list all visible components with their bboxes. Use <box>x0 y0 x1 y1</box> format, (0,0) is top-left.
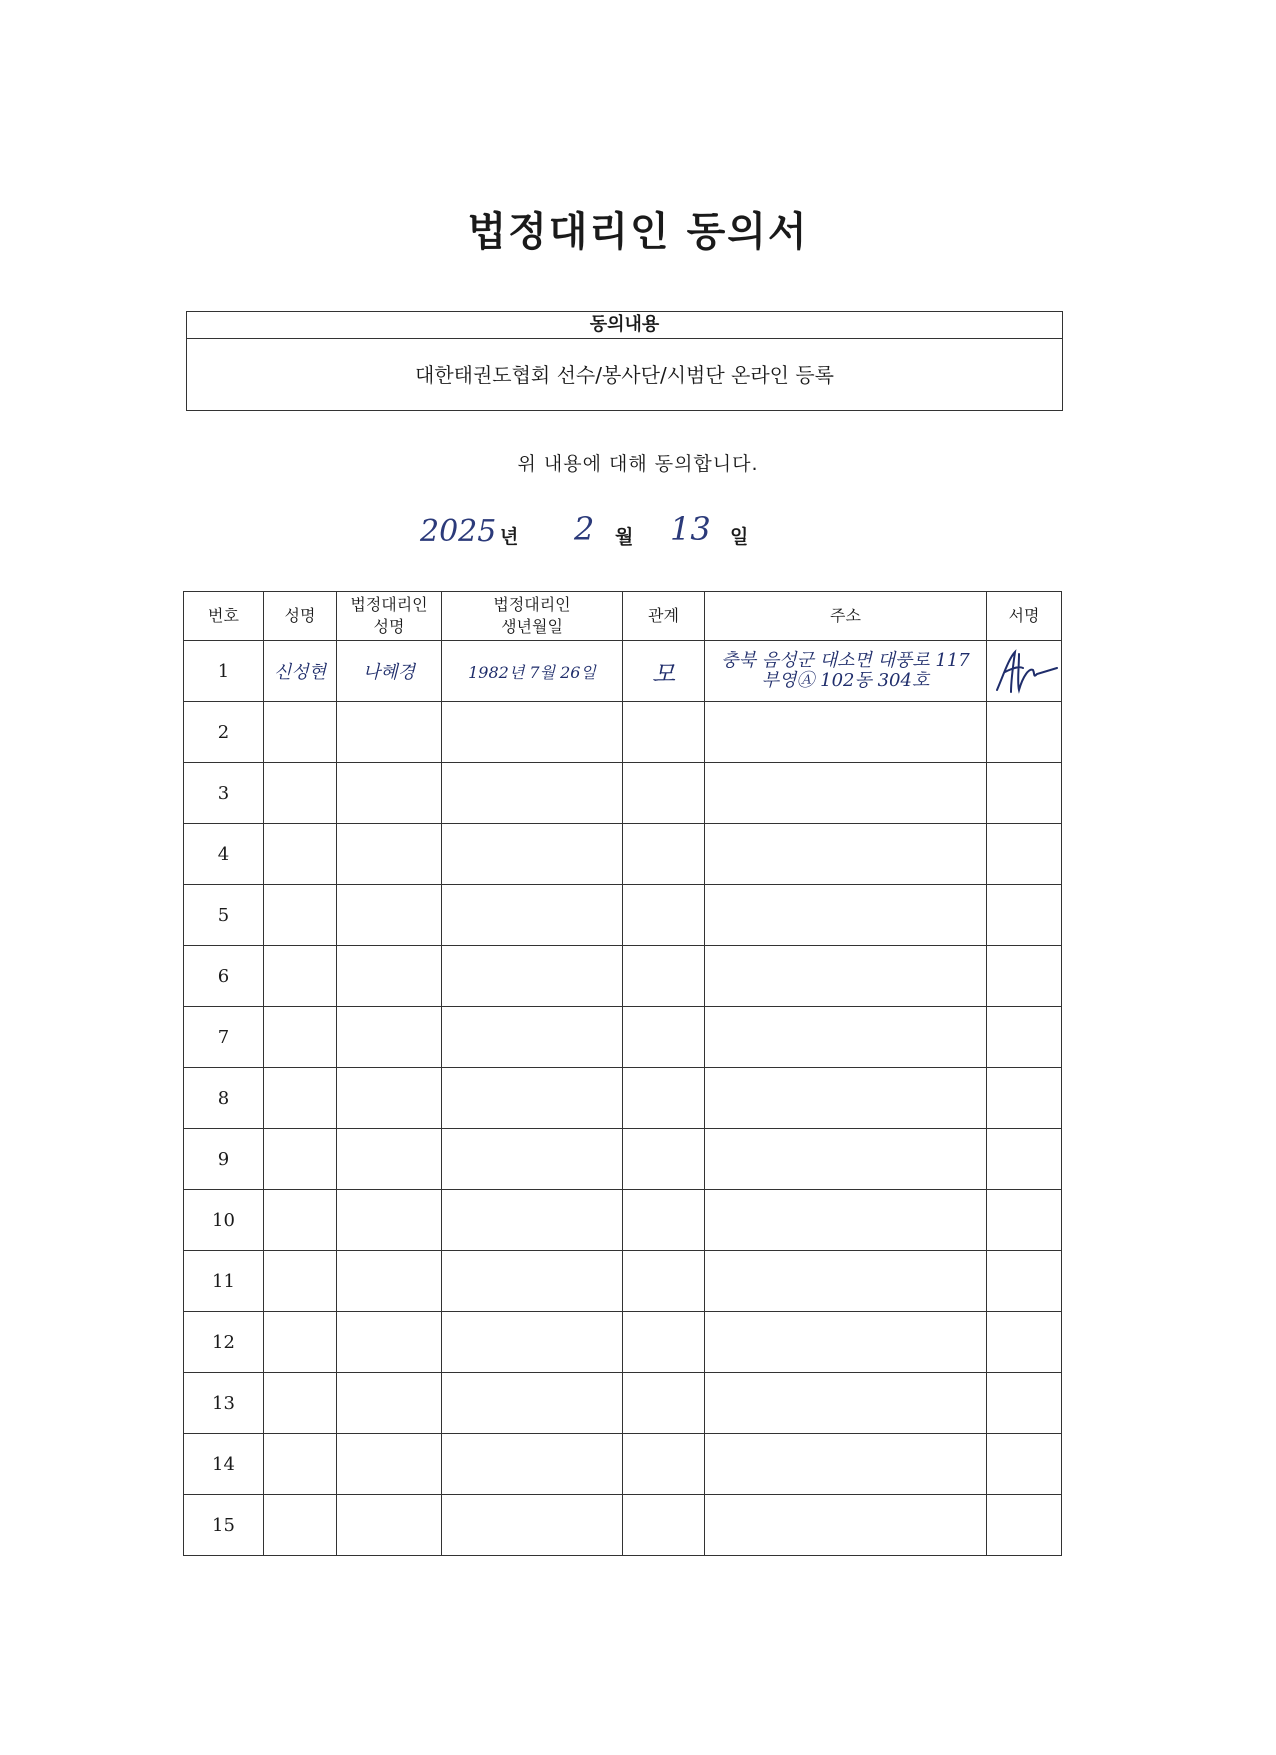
header-name: 성명 <box>264 592 337 641</box>
header-guardian-birth-line1: 법정대리인 <box>493 595 571 614</box>
table-row <box>184 702 1062 763</box>
row-no: 9 <box>184 1129 264 1190</box>
date-month-label: 월 <box>615 526 634 548</box>
date-year-label: 년 <box>500 526 519 548</box>
row-address-line2: 부영Ⓐ 102동 304호 <box>761 670 930 691</box>
date-line <box>0 510 1276 560</box>
document-title: 법정대리인 동의서 <box>467 209 809 255</box>
row-guardian-name: 나혜경 <box>337 641 442 702</box>
row-no: 3 <box>184 763 264 824</box>
table-row <box>184 1068 1062 1129</box>
agreement-statement: 위 내용에 대해 동의합니다. <box>517 453 759 475</box>
table-row <box>184 641 1062 702</box>
row-no: 15 <box>184 1495 264 1556</box>
row-no: 1 <box>184 641 264 702</box>
table-row <box>184 885 1062 946</box>
table-row <box>184 1434 1062 1495</box>
consent-text: 대한태권도협회 선수/봉사단/시범단 온라인 등록 <box>415 363 834 387</box>
row-no: 6 <box>184 946 264 1007</box>
table-row <box>184 1495 1062 1556</box>
table-row <box>184 1007 1062 1068</box>
row-no: 10 <box>184 1190 264 1251</box>
table-row <box>184 946 1062 1007</box>
row-no: 2 <box>184 702 264 763</box>
header-guardian-name-line1: 법정대리인 <box>350 595 428 614</box>
header-guardian-birth <box>442 592 623 641</box>
header-guardian-name-line2: 성명 <box>373 617 405 636</box>
header-relation: 관계 <box>623 592 705 641</box>
row-address-line1: 충북 음성군 대소면 대풍로 117 <box>721 650 970 671</box>
date-day: 13 <box>670 510 711 548</box>
consent-box <box>186 311 1063 411</box>
table-row <box>184 824 1062 885</box>
row-signature <box>987 641 1062 702</box>
row-no: 4 <box>184 824 264 885</box>
table-row <box>184 763 1062 824</box>
date-day-label: 일 <box>730 526 749 548</box>
row-no: 7 <box>184 1007 264 1068</box>
table-row <box>184 1373 1062 1434</box>
guardian-table <box>183 591 1062 1556</box>
row-address <box>705 641 987 702</box>
table-row <box>184 1190 1062 1251</box>
table-header-row <box>184 592 1062 641</box>
row-name: 신성현 <box>264 641 337 702</box>
row-no: 11 <box>184 1251 264 1312</box>
handwritten-signature <box>989 646 1059 696</box>
table-row <box>184 1251 1062 1312</box>
header-signature: 서명 <box>987 592 1062 641</box>
row-no: 13 <box>184 1373 264 1434</box>
row-no: 8 <box>184 1068 264 1129</box>
header-address: 주소 <box>705 592 987 641</box>
consent-header: 동의내용 <box>187 312 1062 339</box>
header-no: 번호 <box>184 592 264 641</box>
header-guardian-name <box>337 592 442 641</box>
header-guardian-birth-line2: 생년월일 <box>501 617 563 636</box>
row-no: 12 <box>184 1312 264 1373</box>
table-row <box>184 1129 1062 1190</box>
row-relation: 모 <box>623 641 705 702</box>
row-no: 14 <box>184 1434 264 1495</box>
date-year: 2025 <box>420 514 497 549</box>
date-month: 2 <box>574 510 595 548</box>
row-no: 5 <box>184 885 264 946</box>
row-guardian-birth: 1982년 7월 26일 <box>442 641 623 702</box>
table-row <box>184 1312 1062 1373</box>
